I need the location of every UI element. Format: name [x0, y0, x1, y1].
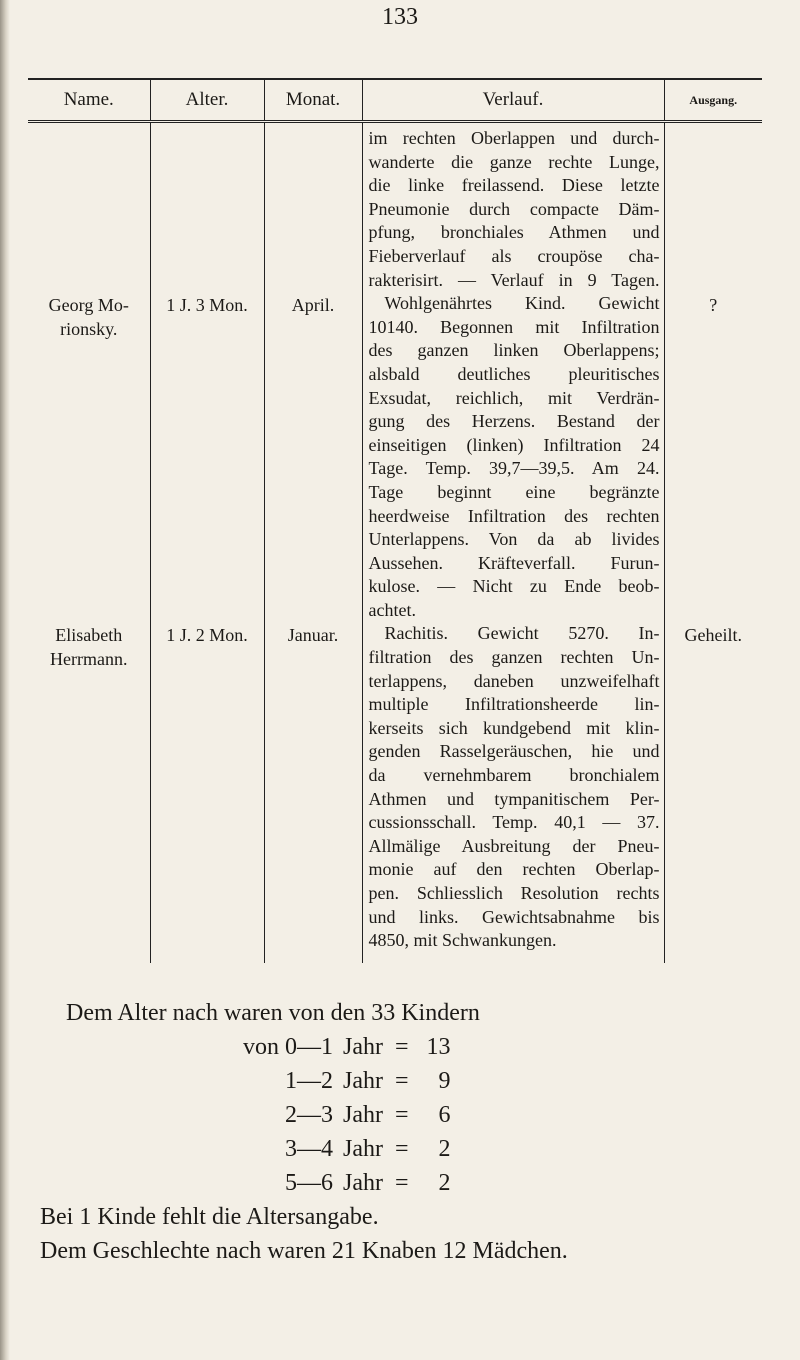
verlauf-line: Athmen und tympanitischem Per-: [368, 788, 660, 809]
verlauf-line: im rechten Oberlappen und durch-: [368, 128, 660, 148]
verlauf-line: Pneumonie durch compacte Däm-: [368, 198, 660, 219]
stats-range-value: 0—1: [285, 1034, 333, 1060]
verlauf-line: multiple Infiltrationsheerde lin-: [368, 694, 660, 715]
verlauf-line: Rachitis. Gewicht 5270. In-: [384, 623, 660, 644]
cell-verlauf: [362, 292, 664, 622]
page-number: 133: [382, 4, 418, 30]
cell-monat: Januar.: [264, 622, 362, 962]
verlauf-line: gung des Herzens. Bestand der: [368, 411, 660, 432]
stats-row: [243, 1136, 451, 1163]
page-edge: [0, 0, 10, 1360]
verlauf-line: kulose. — Nicht zu Ende beob-: [368, 576, 660, 597]
stats-count: 9: [438, 1068, 451, 1094]
stats-count: 13: [426, 1034, 451, 1060]
stats-equals: =: [394, 1136, 409, 1162]
verlauf-line: Exsudat, reichlich, mit Verdrän-: [368, 387, 660, 408]
header-monat: Monat.: [264, 79, 362, 122]
verlauf-line: Aussehen. Kräfteverfall. Furun-: [368, 552, 660, 573]
name-line: Herrmann.: [50, 649, 128, 670]
verlauf-line: 10140. Begonnen mit Infiltration: [368, 316, 660, 337]
header-verlauf: Verlauf.: [362, 79, 664, 122]
stats-range: [243, 1034, 333, 1061]
stats-equals: =: [394, 1068, 409, 1094]
verlauf-line: heerdweise Infiltration des rechten: [368, 505, 660, 526]
header-alter: Alter.: [150, 79, 264, 122]
cell-alter-empty: [150, 122, 264, 293]
verlauf-line: achtet.: [368, 599, 416, 620]
stats-range: 5—6: [285, 1170, 333, 1196]
verlauf-line: Tage beginnt eine begränzte: [368, 481, 660, 502]
verlauf-line: alsbald deutliches pleuritisches: [368, 363, 660, 384]
table-row-continuation: [28, 122, 762, 293]
verlauf-line: monie auf den rechten Oberlap-: [368, 859, 660, 880]
stats-range: 1—2: [285, 1068, 333, 1094]
cell-verlauf: [362, 622, 664, 962]
stats-equals: =: [394, 1170, 409, 1196]
verlauf-line: Tage. Temp. 39,7—39,5. Am 24.: [368, 458, 660, 479]
verlauf-line: Wohlgenährtes Kind. Gewicht: [384, 293, 660, 314]
verlauf-line: cussionsschall. Temp. 40,1 — 37.: [368, 812, 660, 833]
stats-unit: Jahr: [343, 1102, 383, 1128]
verlauf-line: Unterlappens. Von da ab livides: [368, 529, 660, 550]
verlauf-line: rakterisirt. — Verlauf in 9 Tagen.: [368, 269, 660, 290]
cell-monat-empty: [264, 122, 362, 293]
stats-row: [243, 1068, 451, 1095]
stats-count: 6: [438, 1102, 451, 1128]
verlauf-line: Fieberverlauf als croupöse cha-: [368, 245, 660, 266]
stats-unit: Jahr: [343, 1136, 383, 1162]
cell-ausgang: ?: [664, 292, 762, 622]
stats-row: [243, 1034, 451, 1061]
stats-row: [243, 1170, 451, 1197]
table-header-row: [28, 79, 762, 122]
verlauf-line: 4850, mit Schwankungen.: [368, 930, 557, 951]
cell-name-empty: [28, 122, 150, 293]
name-line: Georg Mo-: [48, 295, 129, 316]
stats-unit: Jahr: [343, 1034, 383, 1060]
cell-monat: April.: [264, 292, 362, 622]
verlauf-line: wanderte die ganze rechte Lunge,: [368, 151, 660, 172]
stats-range: 2—3: [285, 1102, 333, 1128]
cell-alter: 1 J. 3 Mon.: [150, 292, 264, 622]
stats-unit: Jahr: [343, 1068, 383, 1094]
header-name: Name.: [28, 79, 150, 122]
cell-name: [28, 622, 150, 962]
cell-ausgang: Geheilt.: [664, 622, 762, 962]
verlauf-line: und links. Gewichtsabnahme bis: [368, 906, 660, 927]
cell-verlauf-continuation: [362, 122, 664, 293]
cell-name: [28, 292, 150, 622]
header-ausgang: Ausgang.: [664, 79, 762, 122]
stats-range: 3—4: [285, 1136, 333, 1162]
stats-gender: Dem Geschlechte nach waren 21 Knaben 12 Mädchen.: [40, 1238, 568, 1264]
verlauf-line: terlappens, daneben unzweifelhaft: [368, 670, 660, 691]
name-line: Elisabeth: [55, 625, 123, 646]
verlauf-line: pen. Schliesslich Resolution rechts: [368, 883, 660, 903]
stats-count: 2: [438, 1136, 451, 1162]
name-line: rionsky.: [60, 319, 118, 340]
verlauf-line: pfung, bronchiales Athmen und: [368, 222, 660, 243]
verlauf-line: kerseits sich kundgebend mit klin-: [368, 717, 660, 738]
verlauf-line: genden Rasselgeräuschen, hie und: [368, 741, 660, 762]
verlauf-line: des ganzen linken Oberlappens;: [368, 340, 660, 361]
verlauf-line: Allmälige Ausbreitung der Pneu-: [368, 835, 660, 856]
table-row: [28, 292, 762, 622]
stats-equals: =: [394, 1034, 409, 1060]
stats-count: 2: [438, 1170, 451, 1196]
stats-row: [243, 1102, 451, 1129]
stats-equals: =: [394, 1102, 409, 1128]
stats-prefix: von: [243, 1034, 279, 1060]
table-row: [28, 622, 762, 962]
cell-ausgang-empty: [664, 122, 762, 293]
stats-intro: Dem Alter nach waren von den 33 Kindern: [66, 1000, 480, 1026]
verlauf-line: da vernehmbarem bronchialem: [368, 765, 660, 786]
stats-unit: Jahr: [343, 1170, 383, 1196]
verlauf-line: die linke freilassend. Diese letzte: [368, 175, 660, 196]
cell-alter: 1 J. 2 Mon.: [150, 622, 264, 962]
stats-note: Bei 1 Kinde fehlt die Altersangabe.: [40, 1204, 379, 1230]
verlauf-line: einseitigen (linken) Infiltration 24: [368, 434, 660, 455]
verlauf-line: filtration des ganzen rechten Un-: [368, 647, 660, 668]
case-table: [28, 78, 762, 963]
